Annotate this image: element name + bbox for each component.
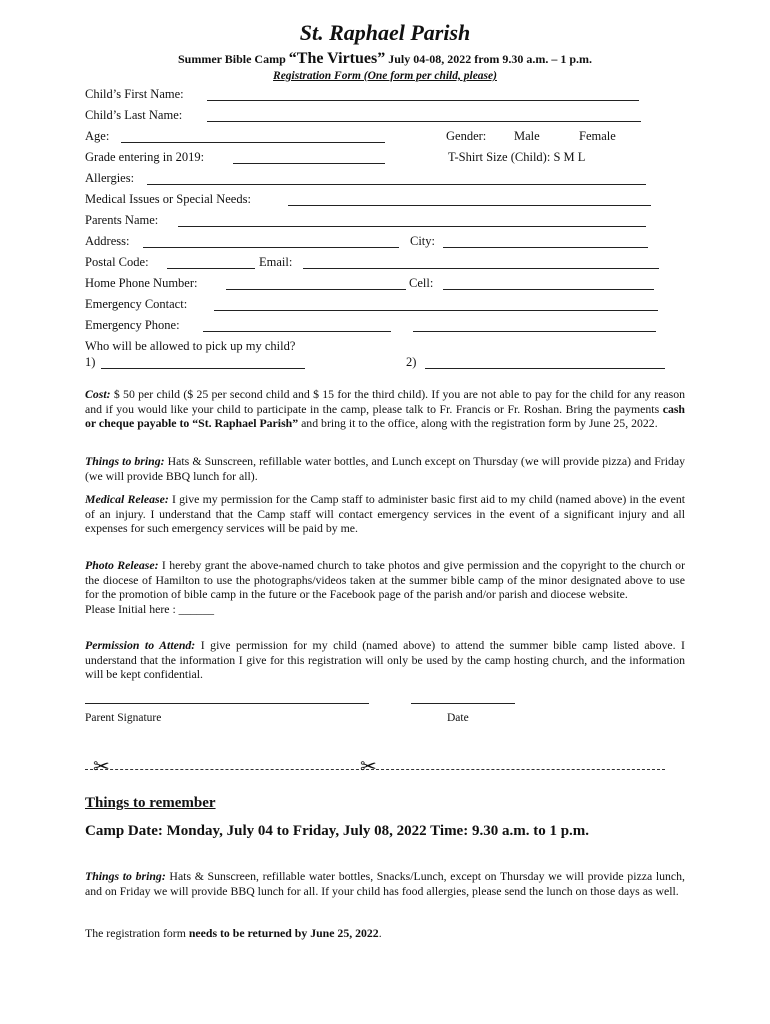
page-title: St. Raphael Parish <box>299 20 471 45</box>
address-label: Address: <box>85 234 130 248</box>
gender-female-option[interactable]: Female <box>579 129 616 143</box>
return-deadline: needs to be returned by June 25, 2022 <box>188 926 379 940</box>
return-text: The registration form <box>85 926 189 940</box>
photo-release-label: Photo Release: <box>85 558 159 572</box>
medical-release-label: Medical Release: <box>85 492 169 506</box>
emergency-phone-field[interactable] <box>203 331 391 332</box>
things-to-bring-paragraph <box>85 454 685 483</box>
cost-paragraph <box>85 387 685 431</box>
reminder-bring-label: Things to bring: <box>85 869 166 883</box>
home-phone-field[interactable] <box>226 289 406 290</box>
address-field[interactable] <box>143 247 399 248</box>
email-label: Email: <box>259 255 293 269</box>
photo-release-text: I hereby grant the above-named church to take photos and give permission and the copyright to the church or the diocese of Hamilton to use the photographs/videos taken at the summer bible camp of the minor designated above to use for the promotion of bible camp in the future or the Facebook page of the parish and/or parish and diocese website. <box>85 558 685 601</box>
tshirt-size-label: T-Shirt Size (Child): S M L <box>448 150 586 164</box>
permission-paragraph <box>85 638 685 682</box>
bring-label: Things to bring: <box>85 454 165 468</box>
scissors-icon: ✂ <box>360 756 377 778</box>
pickup-2-field[interactable] <box>425 368 665 369</box>
city-field[interactable] <box>443 247 648 248</box>
city-label: City: <box>410 234 436 248</box>
home-phone-label: Home Phone Number: <box>85 276 198 290</box>
pickup-2-label: 2) <box>406 355 417 369</box>
last-name-field[interactable] <box>207 121 641 122</box>
allergies-field[interactable] <box>147 184 646 185</box>
gender-male-option[interactable]: Male <box>514 129 540 143</box>
emergency-phone-label: Emergency Phone: <box>85 318 180 332</box>
medical-field[interactable] <box>288 205 651 206</box>
photo-release-paragraph <box>85 558 685 616</box>
registration-form-heading: Registration Form (One form per child, please) <box>273 70 497 82</box>
camp-subtitle <box>0 50 770 68</box>
emergency-contact-label: Emergency Contact: <box>85 297 188 311</box>
cell-label: Cell: <box>409 276 434 290</box>
medical-label: Medical Issues or Special Needs: <box>85 192 251 206</box>
pickup-1-label: 1) <box>85 355 96 369</box>
date-field[interactable] <box>411 703 515 704</box>
first-name-field[interactable] <box>207 100 639 101</box>
grade-field[interactable] <box>233 163 385 164</box>
reminder-bring-paragraph <box>85 869 685 898</box>
medical-release-paragraph <box>85 492 685 536</box>
parent-signature-field[interactable] <box>85 703 369 704</box>
cost-payable-to: cash or cheque payable to “St. Raphael Parish” <box>85 401 685 430</box>
reminder-bring-text: Hats & Sunscreen, refillable water bottles, Snacks/Lunch, except on Thursday we will provide pizza lunch, and on Friday we will provide BBQ lunch for all. If your child has food allergies, please send the lunch on those days as well. <box>85 869 686 898</box>
last-name-label: Child’s Last Name: <box>85 108 183 122</box>
emergency-phone-field-2[interactable] <box>413 331 656 332</box>
emergency-contact-field[interactable] <box>214 310 658 311</box>
first-name-label: Child’s First Name: <box>85 87 184 101</box>
grade-label: Grade entering in 2019: <box>85 150 205 164</box>
cost-text: $ 50 per child ($ 25 per second child and $ 15 for the third child). If you are not able to pay for the child for any reason and if you would like your child to participate in the camp, please talk to Fr. Francis or Fr. Roshan. Bring the payments <box>85 387 685 416</box>
date-label: Date <box>447 712 469 724</box>
scissors-icon: ✂ <box>93 756 110 778</box>
cost-text-end: and bring it to the office, along with the registration form by June 25, 2022. <box>298 416 658 430</box>
age-label: Age: <box>85 129 110 143</box>
postal-code-field[interactable] <box>167 268 255 269</box>
parents-name-label: Parents Name: <box>85 213 159 227</box>
subtitle-dates: July 04-08, 2022 from 9.30 a.m. – 1 p.m. <box>385 52 593 66</box>
cost-label: Cost: <box>85 387 111 401</box>
return-notice <box>85 926 685 941</box>
medical-release-text: I give my permission for the Camp staff to administer basic first aid to my child (named above) in the event of an injury. I understand that the Camp staff will contact emergency services in the event of a significant injury and all expenses for such emergency services will be paid by me. <box>85 492 685 535</box>
things-to-remember-heading: Things to remember <box>85 795 216 811</box>
permission-label: Permission to Attend: <box>85 638 196 652</box>
permission-text: I give permission for my child (named above) to attend the summer bible camp listed above. I understand that the information I give for this registration will only be used by the camp hosting church, and the information will be kept confidential. <box>85 638 685 681</box>
pickup-1-field[interactable] <box>101 368 305 369</box>
camp-date: Camp Date: Monday, July 04 to Friday, July 08, 2022 Time: 9.30 a.m. to 1 p.m. <box>85 823 590 839</box>
gender-label: Gender: <box>446 129 487 143</box>
subtitle-pre: Summer Bible Camp <box>177 52 289 66</box>
bring-text: Hats & Sunscreen, refillable water bottles, and Lunch except on Thursday (we will provide pizza) and Friday (we will provide BBQ lunch for all). <box>85 454 686 483</box>
pickup-question: Who will be allowed to pick up my child? <box>85 339 296 353</box>
return-period: . <box>378 926 382 940</box>
allergies-label: Allergies: <box>85 171 135 185</box>
camp-name: “The Virtues” <box>288 50 386 67</box>
postal-code-label: Postal Code: <box>85 255 149 269</box>
photo-initial-field[interactable]: Please Initial here : ______ <box>85 601 215 616</box>
parent-signature-label: Parent Signature <box>85 712 162 724</box>
age-field[interactable] <box>121 142 385 143</box>
cell-field[interactable] <box>443 289 654 290</box>
parents-name-field[interactable] <box>178 226 646 227</box>
email-field[interactable] <box>303 268 659 269</box>
